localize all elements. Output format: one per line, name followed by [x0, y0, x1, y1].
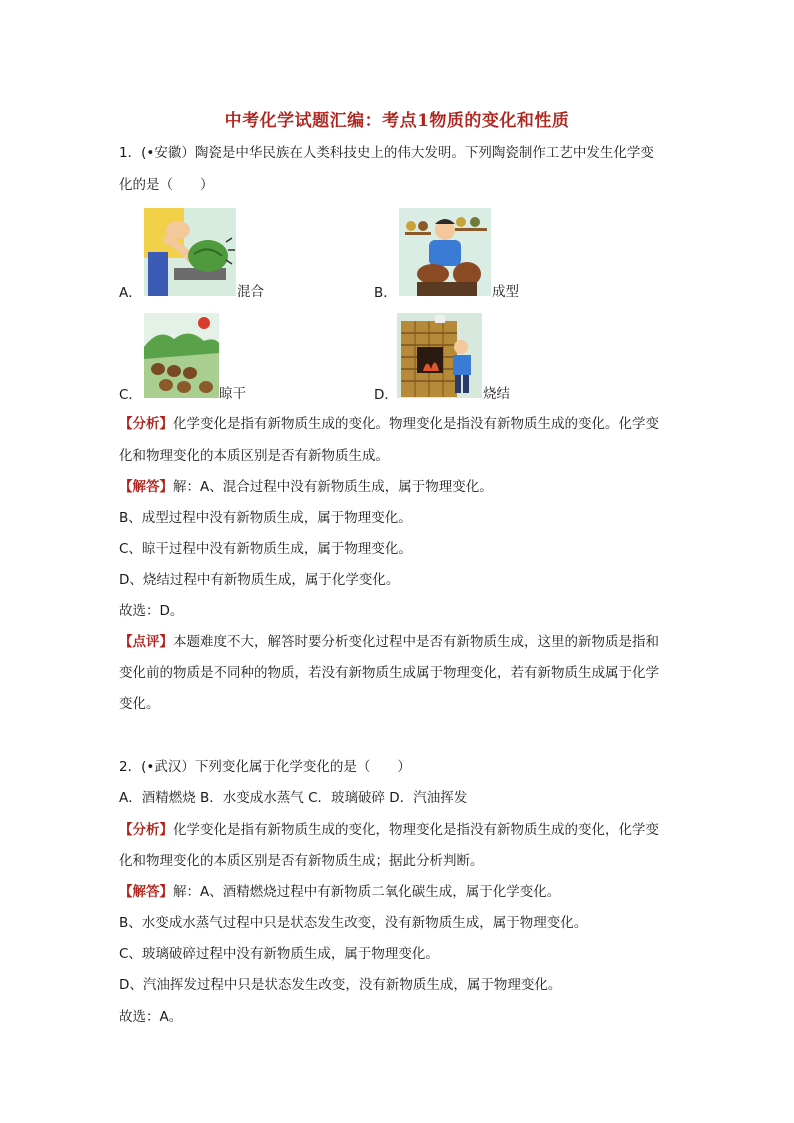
option-b-image: [399, 208, 491, 296]
q1-answer-line3: C、晾干过程中没有新物质生成，属于物理变化。: [119, 541, 412, 557]
option-c-text: 晾干: [219, 386, 246, 402]
comment-tag: 【点评】: [119, 634, 173, 650]
q2-analysis-line2: 化和物理变化的本质区别是否有新物质生成；据此分析判断。: [119, 853, 484, 869]
option-a-letter: A．: [119, 285, 142, 301]
q2-choice: 故选：A。: [119, 1009, 183, 1025]
analysis-tag: 【分析】: [119, 416, 173, 432]
page-title: 中考化学试题汇编：考点1物质的变化和性质: [224, 111, 570, 131]
option-d-image: [397, 313, 482, 398]
option-d-letter: D．: [374, 387, 398, 403]
analysis-tag: 【分析】: [119, 822, 173, 838]
option-a-image: [144, 208, 236, 296]
q1-comment-line3: 变化。: [119, 696, 160, 712]
q1-analysis-line2: 化和物理变化的本质区别是否有新物质生成。: [119, 448, 389, 464]
q1-stem-line1: 1．(•安徽）陶瓷是中华民族在人类科技史上的伟大发明。下列陶瓷制作工艺中发生化学变: [119, 145, 654, 161]
q1-answer-line1: 【解答】解：A、混合过程中没有新物质生成，属于物理变化。: [119, 479, 493, 495]
q2-options: A．酒精燃烧 B．水变成水蒸气 C．玻璃破碎 D．汽油挥发: [119, 790, 468, 806]
q1-analysis-line1: 【分析】化学变化是指有新物质生成的变化。物理变化是指没有新物质生成的变化。化学变: [119, 416, 659, 432]
q2-stem: 2．(•武汉）下列变化属于化学变化的是（ ）: [119, 759, 411, 775]
q2-answer-line4: D、汽油挥发过程中只是状态发生改变，没有新物质生成，属于物理变化。: [119, 977, 562, 993]
q1-comment-line2: 变化前的物质是不同种的物质，若没有新物质生成属于物理变化，若有新物质生成属于化学: [119, 665, 659, 681]
option-b-text: 成型: [492, 284, 519, 300]
option-b-letter: B．: [374, 285, 397, 301]
option-c-letter: C．: [119, 387, 142, 403]
q1-stem-line2: 化的是（ ）: [119, 177, 214, 193]
option-c-image: [144, 313, 219, 398]
answer-tag: 【解答】: [119, 884, 173, 900]
q1-comment-line1: 【点评】本题难度不大，解答时要分析变化过程中是否有新物质生成，这里的新物质是指和: [119, 634, 659, 650]
q2-analysis-line1: 【分析】化学变化是指有新物质生成的变化，物理变化是指没有新物质生成的变化，化学变: [119, 822, 659, 838]
option-d-text: 烧结: [483, 386, 510, 402]
q1-choice: 故选：D。: [119, 603, 184, 619]
q2-answer-line2: B、水变成水蒸气过程中只是状态发生改变，没有新物质生成，属于物理变化。: [119, 915, 588, 931]
q2-answer-line3: C、玻璃破碎过程中没有新物质生成，属于物理变化。: [119, 946, 439, 962]
option-a-text: 混合: [237, 284, 264, 300]
q1-answer-line2: B、成型过程中没有新物质生成，属于物理变化。: [119, 510, 412, 526]
q2-answer-line1: 【解答】解：A、酒精燃烧过程中有新物质二氧化碳生成，属于化学变化。: [119, 884, 561, 900]
q1-answer-line4: D、烧结过程中有新物质生成，属于化学变化。: [119, 572, 400, 588]
answer-tag: 【解答】: [119, 479, 173, 495]
